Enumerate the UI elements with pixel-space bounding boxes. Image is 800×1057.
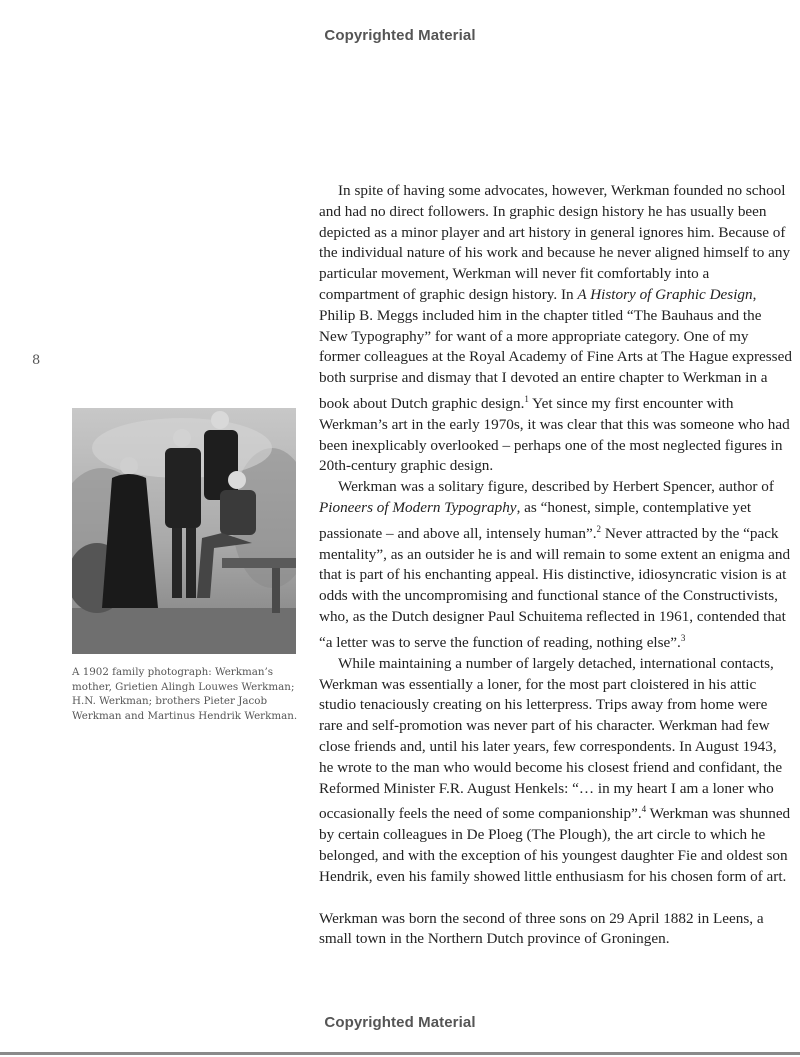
family-photograph <box>72 408 296 654</box>
page-bottom-rule <box>0 1052 800 1055</box>
paragraph-1-part-a: In spite of having some advocates, however, Werkman founded no school and had no direct followers. In graphic design history he has usually been depicted as a minor player and art history in general ignores him. Because of the individual nature of his work and because he never aligned himself to any particular movement, Werkman will never fit comfortably into a compartment of graphic design history. In <box>319 182 791 303</box>
body-text <box>319 181 793 950</box>
book-title-pioneers-modern-typography: Pioneers of Modern Typography <box>319 499 517 517</box>
copyright-footer: Copyrighted Material <box>324 1014 476 1031</box>
paragraph-2-part-b: , as “honest, simple, contemplative yet passionate – and above all, intensely human”. <box>319 499 752 542</box>
footnote-ref-2: 2 <box>596 523 602 534</box>
copyright-header: Copyrighted Material <box>324 27 476 44</box>
paragraph-2 <box>319 477 793 654</box>
paragraph-3-part-a: While maintaining a number of largely detached, international contacts, Werkman was essentially a loner, for the most part cloistered in his attic studio tenaciously creating on his letterpress. Trips away from home were rare and self-promotion was never part of his character. Werkman had few close friends and, until his later years, few correspondents. In August 1943, he wrote to the man who would become his closest friend and confidant, the Reformed Minister F.R. August Henkels: “… in my heart I am a loner who occasionally feels the need of some companionship”. <box>319 654 783 823</box>
family-photograph-image <box>72 408 296 654</box>
footnote-ref-4: 4 <box>641 804 647 815</box>
page-number: 8 <box>32 353 41 368</box>
photo-caption <box>72 665 302 723</box>
paragraph-4: Werkman was born the second of three sons on 29 April 1882 in Leens, a small town in the Northern Dutch province of Groningen. <box>319 909 764 948</box>
footnote-ref-1: 1 <box>524 393 529 404</box>
paragraph-1 <box>319 181 793 477</box>
footnote-ref-3: 3 <box>680 632 686 643</box>
paragraph-3 <box>319 654 793 888</box>
paragraph-1-part-b: , Philip B. Meggs included him in the chapter titled “The Bauhaus and the New Typography” for want of a more appropriate category. One of my former colleagues at the Royal Academy of Fine Arts at The Hague expressed both surprise and dismay that I devoted an entire chapter to Werkman in a book about Dutch graphic design. <box>319 285 792 413</box>
paragraph-2-part-a: Werkman was a solitary figure, described by Herbert Spencer, author of <box>338 478 774 496</box>
paragraph-3-part-b: Werkman was shunned by certain colleagues in De Ploeg (The Plough), the art circle to which he belonged, and with the exception of his youngest daughter Fie and oldest son Hendrik, even his family showed little enthusiasm for his chosen form of art. <box>319 805 791 885</box>
photo-caption-text: A 1902 family photograph: Werkman’s mother, Grietien Alingh Louwes Werkman; H.N. Werkman; brothers Pieter Jacob Werkman and Martinus Hendrik Werkman. <box>72 666 298 722</box>
book-title-history-graphic-design: A History of Graphic Design <box>577 285 753 303</box>
paragraph-2-part-c: Never attracted by the “pack mentality”, as an outsider he is and will remain to some extent an enigma and that is part of his enchanting appeal. His distinctive, idiosyncratic vision is at odds with the uncompromising and functional stance of the Constructivists, who, as the Dutch designer Paul Schuitema reflected in 1961, contended that “a letter was to serve the function of reading, nothing else”. <box>319 524 791 651</box>
paragraph-1-part-c: Yet since my first encounter with Werkman’s art in the early 1970s, it was clear that this was someone who had been inexplicably overlooked – perhaps one of the most neglected figures in 20th-century graphic design. <box>319 395 790 475</box>
